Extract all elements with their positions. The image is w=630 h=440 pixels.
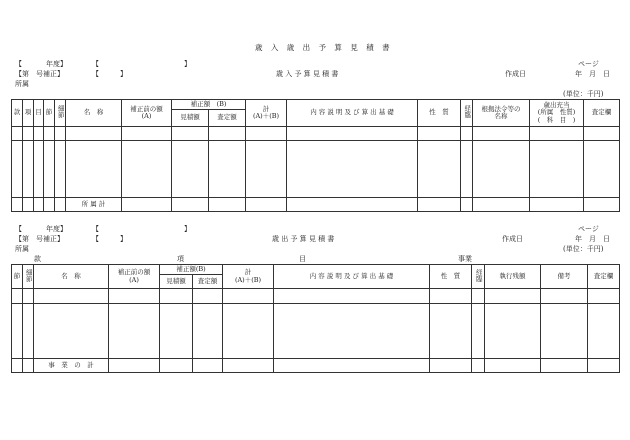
table-footer-row (12, 359, 620, 373)
header-content: 内 容 説 明 及 び 算 出 基 礎 (287, 100, 418, 127)
page-label: ページ (578, 225, 599, 233)
bracket-close: 】 (184, 60, 191, 68)
date-label: 作成日 (502, 235, 523, 243)
kan-label: 款 (34, 255, 41, 263)
correction-number-label: 【第 号補正】 (15, 70, 64, 78)
revenue-estimate-table (11, 99, 620, 212)
bracket-close: 】 (120, 235, 127, 243)
moku-label: 目 (299, 255, 306, 263)
revenue-form-title: 歳 入 予 算 見 積 書 (276, 70, 339, 78)
header-assessed: 査定額 (209, 110, 246, 127)
department-label: 所属 (15, 245, 29, 253)
header-expend: 歳出充当 (所属 性質) ( 科 目 ) (530, 100, 584, 127)
fiscal-year-label: 年度】 (46, 60, 67, 68)
unit-label: (単位：千円) (563, 245, 604, 253)
page-label: ページ (578, 60, 599, 68)
header-prev-amount: 補正前の額 (A) (122, 100, 172, 127)
header-recurring: 経臨 (461, 100, 473, 127)
bracket-open: 【 (92, 70, 99, 78)
table-header-row (12, 265, 620, 275)
footer-project-total: 事 業 の 計 (34, 359, 109, 373)
header-saisetsu: 細節 (23, 265, 34, 289)
bracket-open: 【 (92, 235, 99, 243)
expenditure-form-title: 歳 出 予 算 見 積 書 (272, 235, 335, 243)
table-row (12, 127, 620, 141)
header-saisetsu: 細節 (55, 100, 66, 127)
bracket-open: 【 (15, 225, 22, 233)
header-setsu: 節 (12, 265, 23, 289)
header-content: 内 容 説 明 及 び 算 出 基 礎 (274, 265, 430, 289)
header-total: 計 (A)＋(B) (223, 265, 274, 289)
date-fields: 年 月 日 (575, 235, 610, 243)
expenditure-estimate-table (11, 264, 620, 373)
jigyo-label: 事業 (458, 255, 472, 263)
header-nature: 性 質 (418, 100, 461, 127)
footer-dept-total: 所 属 計 (66, 198, 122, 212)
header-total: 計 (A)＋(B) (246, 100, 287, 127)
table-footer-row (12, 198, 620, 212)
bracket-open: 【 (15, 60, 22, 68)
header-assess-col: 査定欄 (584, 100, 620, 127)
header-balance: 執行残額 (485, 265, 541, 289)
header-name: 名 称 (66, 100, 122, 127)
page-title: 歳 入 歳 出 予 算 見 積 書 (255, 43, 393, 52)
header-recurring: 経臨 (472, 265, 485, 289)
bracket-open: 【 (92, 60, 99, 68)
bracket-close: 】 (184, 225, 191, 233)
header-kan: 款 (12, 100, 23, 127)
bracket-open: 【 (92, 225, 99, 233)
header-nature: 性 質 (430, 265, 472, 289)
correction-number-label: 【第 号補正】 (15, 235, 64, 243)
table-row (12, 289, 620, 304)
header-estimate: 見積額 (160, 275, 193, 289)
header-assessed: 査定額 (193, 275, 223, 289)
header-correction: 補正額(B) (160, 265, 223, 275)
header-assess-col: 査定欄 (588, 265, 620, 289)
unit-label: (単位：千円) (563, 90, 604, 98)
date-label: 作成日 (505, 70, 526, 78)
header-name: 名 称 (34, 265, 109, 289)
date-fields: 年 月 日 (575, 70, 610, 78)
header-moku: 目 (34, 100, 44, 127)
header-kou: 項 (23, 100, 34, 127)
table-header-row (12, 100, 620, 110)
header-estimate: 見積額 (172, 110, 209, 127)
header-prev-amount: 補正前の額 (A) (109, 265, 160, 289)
header-remarks: 備考 (541, 265, 588, 289)
header-setsu: 節 (44, 100, 55, 127)
department-label: 所属 (15, 80, 29, 88)
table-row (12, 141, 620, 198)
bracket-close: 】 (120, 70, 127, 78)
table-row (12, 304, 620, 359)
fiscal-year-label: 年度】 (46, 225, 67, 233)
header-correction: 補正額 (B) (172, 100, 246, 110)
kou-label: 項 (177, 255, 184, 263)
header-law: 根拠法令等の 名称 (473, 100, 530, 127)
